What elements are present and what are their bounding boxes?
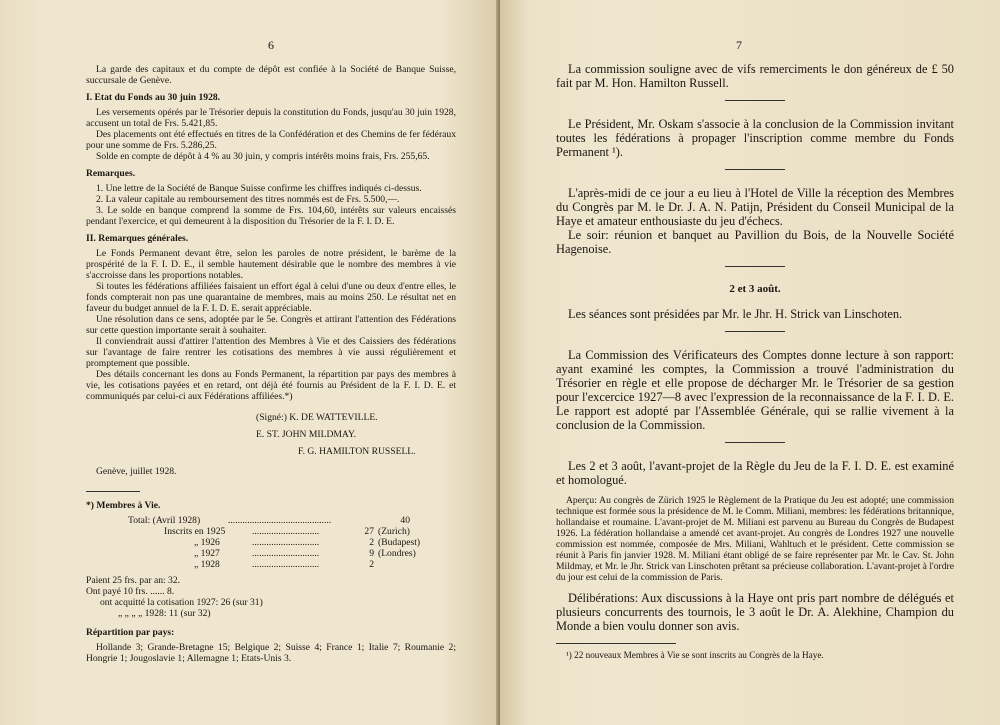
footnote: ¹) 22 nouveaux Membres à Vie se sont inscrits au Congrès de la Haye.: [566, 650, 824, 660]
paragraph-reception: L'après-midi de ce jour a eu lieu à l'Hotel de Ville la réception des Membres du Congrès par M. le Dr. J. A. N. Patijn, Président du Conseil Municipal de la Haye et amateur enthousiaste du jeu d'échecs.: [556, 186, 954, 228]
footnote-separator: [86, 491, 140, 492]
members-table: [86, 515, 456, 619]
section-rule: [725, 100, 785, 101]
members-total-value: 40: [400, 515, 410, 526]
footnote-rule: [556, 643, 676, 644]
members-row: [86, 537, 456, 548]
remark-3: 3. Le solde en banque comprend la somme de Frs. 104,60, intérêts sur valeurs encaissés pendant l'exercice, et qui demeurent à la disposition du Trésorier de la F. I. D. E.: [86, 205, 456, 227]
leader-dots: ............................: [252, 548, 320, 559]
members-total-label: Total: (Avril 1928): [128, 515, 201, 526]
leader-dots: ...........................................: [228, 515, 332, 526]
remarks-title: Remarques.: [86, 168, 136, 179]
repartition-title: Répartition par pays:: [86, 627, 175, 638]
paragraph-president: Le Président, Mr. Oskam s'associe à la conclusion de la Commission invitant toutes les fédérations à propager l'inscription comme membre du Fonds Permanent ¹).: [556, 117, 954, 159]
signature-block: [86, 409, 456, 460]
leader-dots: ............................: [252, 526, 320, 537]
section-rule: [725, 266, 785, 267]
paragraph-seances: Les séances sont présidées par Mr. le Jhr. H. Strick van Linschoten.: [568, 307, 903, 321]
paragraph-apercu: Aperçu: Au congrès de Zürich 1925 le Règlement de la Pratique du Jeu est adopté; une commission technique est formée sous la présidence de M. le Comm. Miliani, membres: les fédérations britannique, hollandaise et roumaine. L'avant-projet de M. Miliani est parvenu au Bureau du Congrès de Budapest 1926. La fédération hollandaise a amendé cet avant-projet. Au congrès de Londres 1927 une nouvelle commission est nommée, composée de Mrs. Miliani, Wahltuch et le président. Cette commission se réunit à Paris fin janvier 1928. M. Miliani étant obligé de se faire représenter par Mr. le Cav. St. John Mildmay, et Mr. le Jhr. Strick van Linschoten prêtant sa précieuse collaboration. L'avant-projet à l'ordre du jour est celui de la commission de Paris.: [556, 495, 954, 583]
section2-para-4: Il conviendrait aussi d'attirer l'attention des Membres à Vie et des Caissiers des fédérations sur l'avantage de faire rentrer les cotisations des membres à vie aussi régulièrement et promptement que possible.: [86, 336, 456, 369]
right-page: [500, 0, 1000, 725]
members-row-label: „ 1928: [194, 559, 220, 570]
members-line: „ „ „ „ 1928: 11 (sur 32): [118, 608, 211, 619]
members-row: [86, 559, 456, 570]
intro-paragraph: La garde des capitaux et du compte de dépôt est confiée à la Société de Banque Suisse, succursale de Genève.: [86, 64, 456, 86]
remark-1: 1. Une lettre de la Société de Banque Suisse confirme les chiffres indiqués ci-dessus.: [96, 183, 422, 194]
section2-title: II. Remarques générales.: [86, 233, 189, 244]
section1-para-3: Solde en compte de dépôt à 4 % au 30 juin, y compris intérêts moins frais, Frs. 255,65.: [96, 151, 430, 162]
members-row-label: „ 1926: [194, 537, 220, 548]
members-title: *) Membres à Vie.: [86, 500, 161, 511]
leader-dots: ............................: [252, 537, 320, 548]
members-row-city: (Londres): [378, 548, 416, 559]
paragraph-soir: Le soir: réunion et banquet au Pavillion du Bois, de la Nouvelle Société Hagenoise.: [556, 228, 954, 256]
paragraph-deliberations: Délibérations: Aux discussions à la Haye ont pris part nombre de délégués et plusieurs concurrents des tournois, le 3 août le Dr. A. Alekhine, Champion du Monde a bien voulu donner son avis.: [556, 591, 954, 633]
members-line: ont acquitté la cotisation 1927: 26 (sur 31): [100, 597, 263, 608]
members-row: [86, 548, 456, 559]
signature-mildmay: E. ST. JOHN MILDMAY.: [256, 429, 357, 440]
members-row-city: (Zurich): [378, 526, 410, 537]
section1-para-2: Des placements ont été effectués en titres de la Confédération et des Chemins de fer fédéraux pour une somme de Frs. 5.286,25.: [86, 129, 456, 151]
section-rule: [725, 331, 785, 332]
signature-russell: F. G. HAMILTON RUSSELL.: [298, 446, 416, 457]
members-row-value: 9: [369, 548, 374, 559]
members-row-value: 27: [364, 526, 374, 537]
section2-para-2: Si toutes les fédérations affiliées faisaient un effort égal à celui d'une ou deux d'entre elles, le fonds compterait non pas une quarantaine de membres, mais au moins 250. Le résultat net en faveur du budget annuel de la F. I. D. E. serait appréciable.: [86, 281, 456, 314]
place-date: Genève, juillet 1928.: [96, 466, 177, 477]
members-row-city: [374, 559, 378, 570]
leader-dots: ............................: [252, 559, 320, 570]
paragraph-regle-du-jeu: Les 2 et 3 août, l'avant-projet de la Règle du Jeu de la F. I. D. E. est examiné et homologué.: [556, 459, 954, 487]
members-line: Ont payé 10 frs. ...... 8.: [86, 586, 175, 597]
paragraph-verificateurs: La Commission des Vérificateurs des Comptes donne lecture à son rapport: ayant examiné les comptes, la Commission a trouvé l'administration du Trésorier en règle et elle propose de décharger Mr. le Trésorier de sa gestion pour l'excercice 1927—8 avec l'expression de la reconnaissance de la F. I. D. E. Le rapport est adopté par l'Assemblée Générale, qui se rallie vivement à la conclusion de la Commission.: [556, 348, 954, 432]
paragraph-don: La commission souligne avec de vifs remerciments le don généreux de £ 50 fait par M. Hon. Hamilton Russell.: [556, 62, 954, 90]
section2-para-3: Une résolution dans ce sens, adoptée par le 5e. Congrès et attirant l'attention des Fédérations sur cette question importante serait à souhaiter.: [86, 314, 456, 336]
page-number-left: 6: [268, 38, 274, 52]
section-rule: [725, 169, 785, 170]
page-number-right: 7: [736, 38, 742, 52]
members-row-label: Inscrits en 1925: [164, 526, 226, 537]
members-row-label: „ 1927: [194, 548, 220, 559]
members-row-city: (Budapest): [378, 537, 421, 548]
members-row-value: 2: [369, 559, 374, 570]
section1-title: I. Etat du Fonds au 30 juin 1928.: [86, 92, 221, 103]
remark-2: 2. La valeur capitale au remboursement des titres nommés est de Frs. 5.500,—.: [96, 194, 400, 205]
members-row: [86, 526, 456, 537]
right-content: [556, 62, 954, 661]
members-total-row: [86, 515, 456, 526]
section-rule: [725, 442, 785, 443]
section2-para-1: Le Fonds Permanent devant être, selon les paroles de notre président, le barème de la prospérité de la F. I. D. E., il semble hautement désirable que le nombre des membres à vie s'accroisse dans les proportions notables.: [86, 248, 456, 281]
section2-para-5: Des détails concernant les dons au Fonds Permanent, la répartition par pays des membres à vie, les cotisations payées et en retard, ont déjà été fournis au Président de la F. I. D. E. et communiqués par celui-ci aux Fédérations affiliées.*): [86, 369, 456, 402]
section-heading-aout: 2 et 3 août.: [729, 283, 781, 295]
section1-para-1: Les versements opérés par le Trésorier depuis la constitution du Fonds, jusqu'au 30 juin 1928, accusent un total de Frs. 5.421,85.: [86, 107, 456, 129]
signature-watteville: (Signé:) K. DE WATTEVILLE.: [256, 412, 378, 423]
repartition-text: Hollande 3; Grande-Bretagne 15; Belgique 2; Suisse 4; France 1; Italie 7; Roumanie 2; Hongrie 1; Jougoslavie 1; Allemagne 1; Etats-Unis 3.: [86, 642, 456, 664]
left-content: [86, 64, 456, 664]
members-row-value: 2: [369, 537, 374, 548]
members-line: Paient 25 frs. par an: 32.: [86, 575, 181, 586]
